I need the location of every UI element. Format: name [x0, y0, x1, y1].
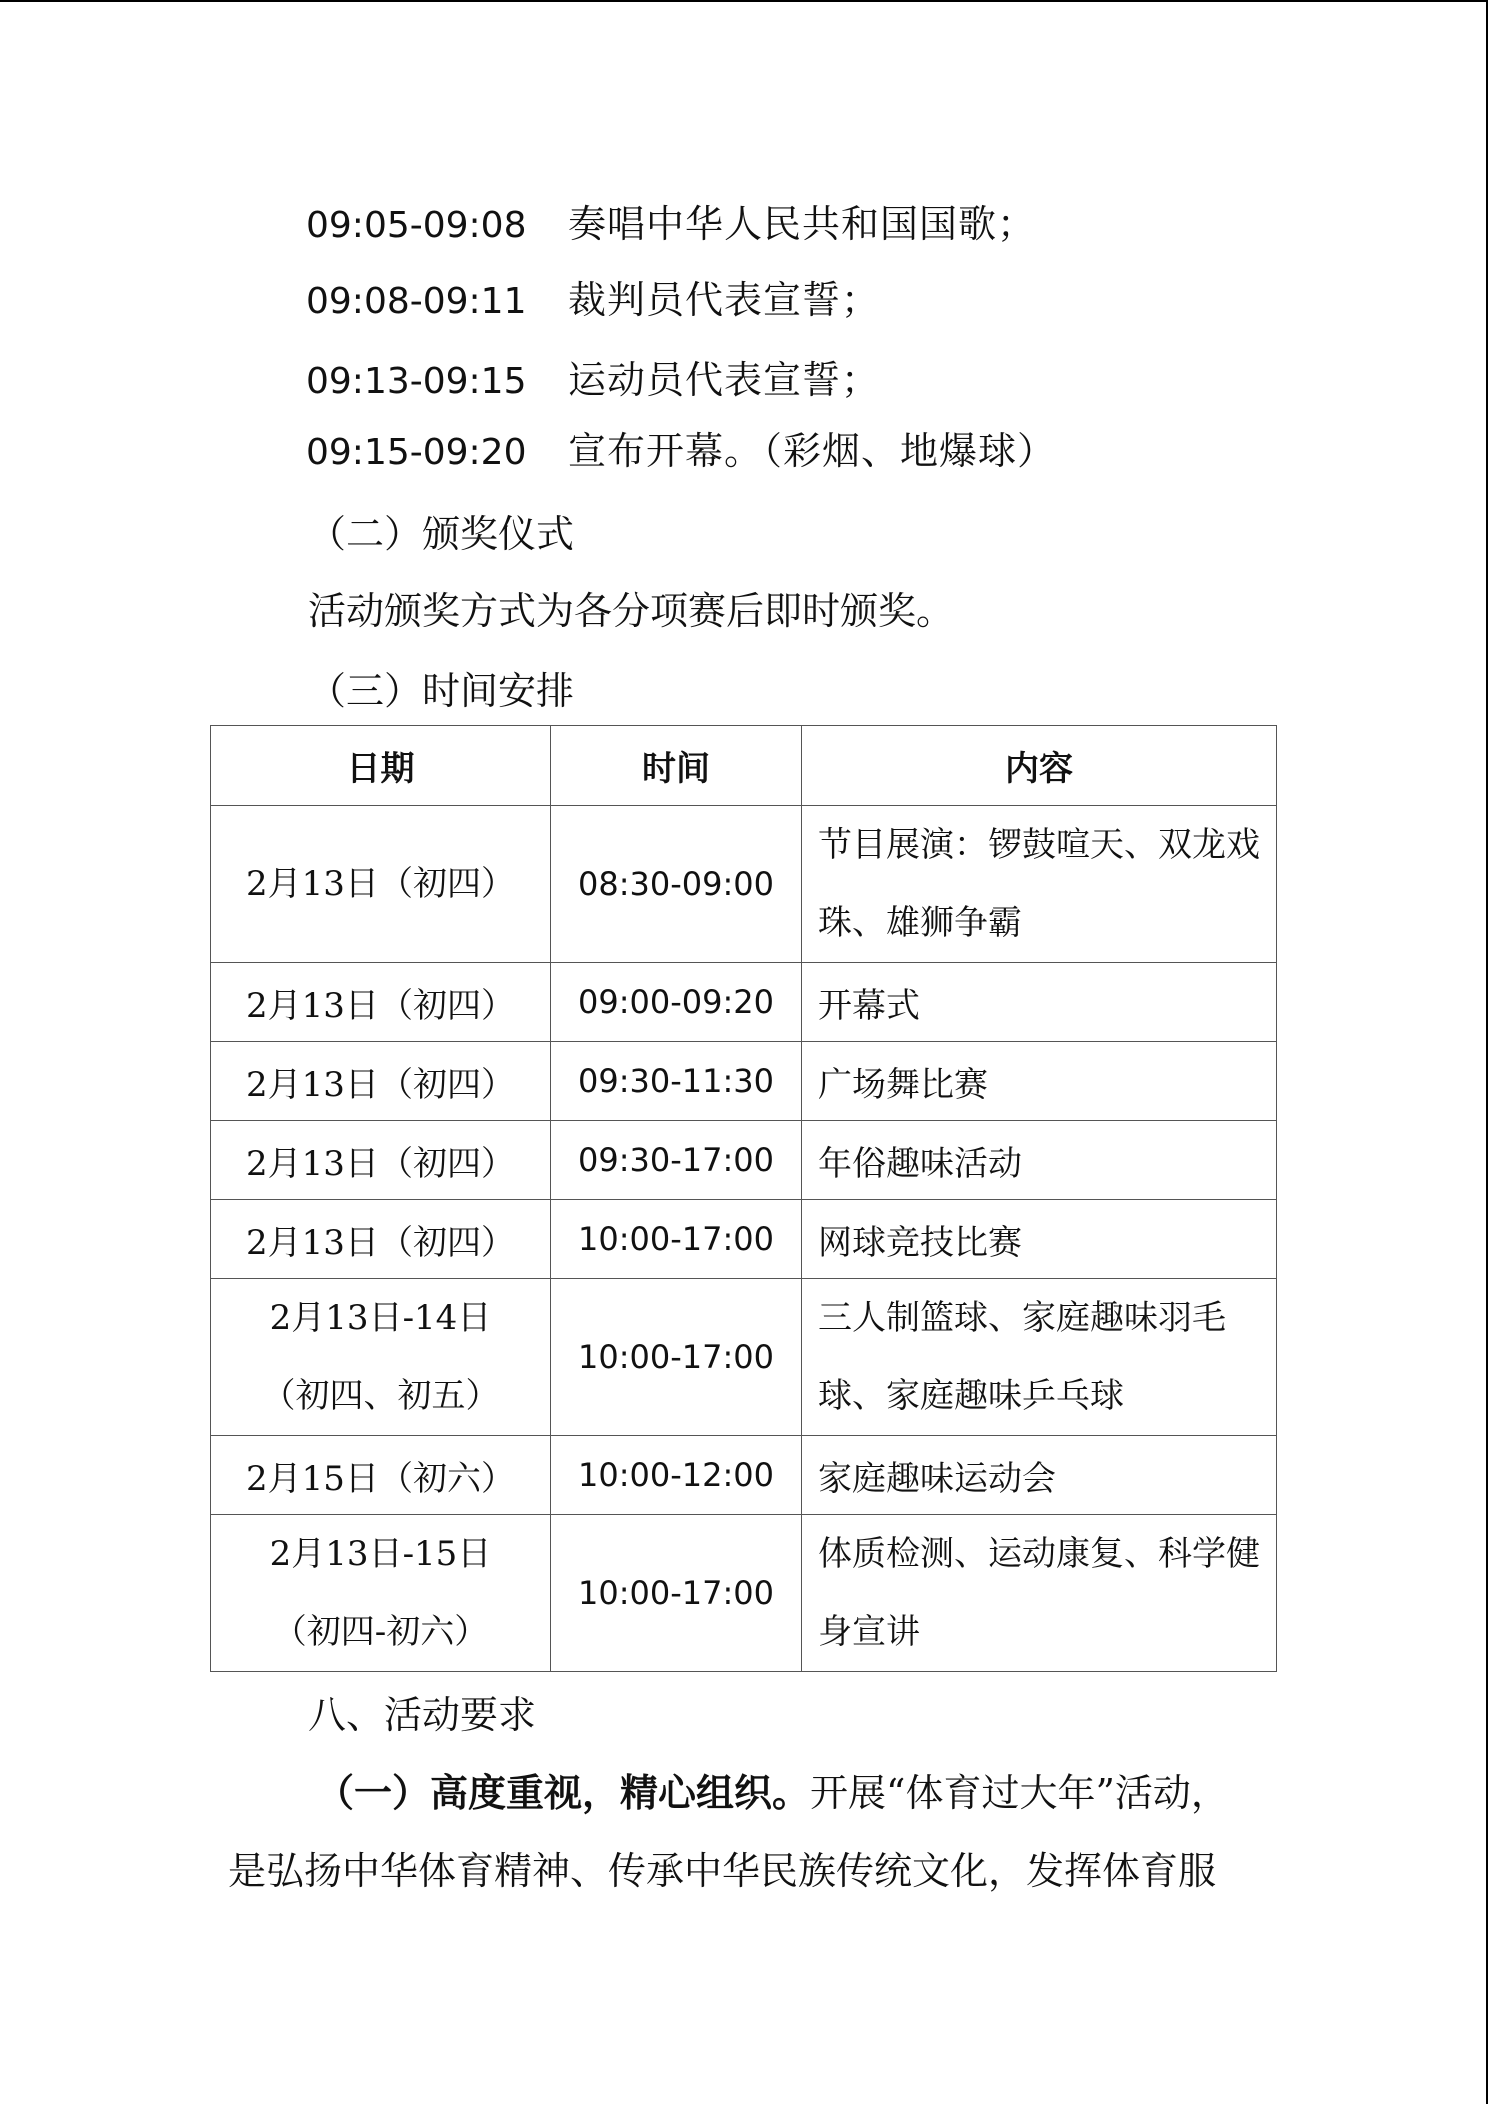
cell-time: 10:00-17:00 — [551, 1279, 802, 1436]
cell-time: 10:00-17:00 — [551, 1515, 802, 1672]
cell-date-line: （初四-初六） — [272, 1612, 489, 1652]
ceremony-text: 宣布开幕。（彩烟、地爆球） — [568, 429, 1057, 473]
ceremony-line — [306, 202, 1037, 246]
cell-date: 2月13日（初四） — [211, 806, 551, 963]
cell-content — [802, 806, 1277, 963]
ceremony-text: 奏唱中华人民共和国国歌； — [568, 202, 1037, 246]
ceremony-text: 裁判员代表宣誓； — [568, 278, 881, 322]
cell-date — [211, 1515, 551, 1672]
cell-content-line: 珠、雄狮争霸 — [818, 903, 1022, 943]
schedule-heading: （三）时间安排 — [308, 669, 575, 713]
cell-content: 广场舞比赛 — [802, 1042, 1277, 1121]
cell-content — [802, 1515, 1277, 1672]
table-row — [211, 1042, 1277, 1121]
cell-content-line: 三人制篮球、家庭趣味羽毛 — [818, 1298, 1226, 1338]
awards-heading: （二）颁奖仪式 — [308, 512, 575, 556]
ceremony-line — [306, 278, 881, 322]
cell-date: 2月15日（初六） — [211, 1436, 551, 1515]
cell-time: 09:30-17:00 — [551, 1121, 802, 1200]
requirements-item1-line1 — [316, 1770, 1229, 1815]
cell-time: 09:30-11:30 — [551, 1042, 802, 1121]
requirements-item1-line2: 是弘扬中华体育精神、传承中华民族传统文化，发挥体育服 — [228, 1849, 1217, 1893]
table-row — [211, 1200, 1277, 1279]
table-row — [211, 1279, 1277, 1436]
cell-date: 2月13日（初四） — [211, 1121, 551, 1200]
table-row — [211, 1515, 1277, 1672]
requirements-item1-title: （一）高度重视，精心组织。 — [316, 1770, 811, 1815]
table-row — [211, 1436, 1277, 1515]
ceremony-time: 09:15-09:20 — [306, 432, 527, 473]
ceremony-time: 09:13-09:15 — [306, 361, 527, 402]
cell-time: 10:00-12:00 — [551, 1436, 802, 1515]
schedule-table — [210, 725, 1277, 1672]
ceremony-time: 09:08-09:11 — [306, 281, 527, 322]
table-row — [211, 806, 1277, 963]
ceremony-line — [306, 429, 1057, 473]
cell-date-line: 2月13日-15日 — [269, 1534, 492, 1574]
cell-content: 网球竞技比赛 — [802, 1200, 1277, 1279]
table-row — [211, 1121, 1277, 1200]
cell-time: 09:00-09:20 — [551, 963, 802, 1042]
cell-content-line: 体质检测、运动康复、科学健 — [818, 1534, 1260, 1574]
cell-content-line: 节目展演：锣鼓喧天、双龙戏 — [818, 825, 1260, 865]
cell-date: 2月13日（初四） — [211, 963, 551, 1042]
cell-time: 10:00-17:00 — [551, 1200, 802, 1279]
cell-date — [211, 1279, 551, 1436]
table-header-row — [211, 726, 1277, 806]
cell-content: 年俗趣味活动 — [802, 1121, 1277, 1200]
ceremony-text: 运动员代表宣誓； — [568, 358, 881, 402]
cell-content: 家庭趣味运动会 — [802, 1436, 1277, 1515]
cell-date-line: （初四、初五） — [261, 1376, 500, 1416]
ceremony-time: 09:05-09:08 — [306, 205, 527, 246]
table-row — [211, 963, 1277, 1042]
awards-body: 活动颁奖方式为各分项赛后即时颁奖。 — [308, 589, 955, 633]
requirements-heading: 八、活动要求 — [308, 1693, 537, 1737]
cell-content-line: 身宣讲 — [818, 1612, 920, 1652]
cell-date-line: 2月13日-14日 — [269, 1298, 492, 1338]
cell-content — [802, 1279, 1277, 1436]
header-content: 内容 — [802, 726, 1277, 806]
cell-content-line: 球、家庭趣味乒乓球 — [818, 1376, 1124, 1416]
cell-date: 2月13日（初四） — [211, 1200, 551, 1279]
requirements-item1-text: 开展“体育过大年”活动， — [810, 1771, 1229, 1815]
header-date: 日期 — [211, 726, 551, 806]
cell-content: 开幕式 — [802, 963, 1277, 1042]
header-time: 时间 — [551, 726, 802, 806]
cell-time: 08:30-09:00 — [551, 806, 802, 963]
ceremony-line — [306, 358, 881, 402]
cell-date: 2月13日（初四） — [211, 1042, 551, 1121]
